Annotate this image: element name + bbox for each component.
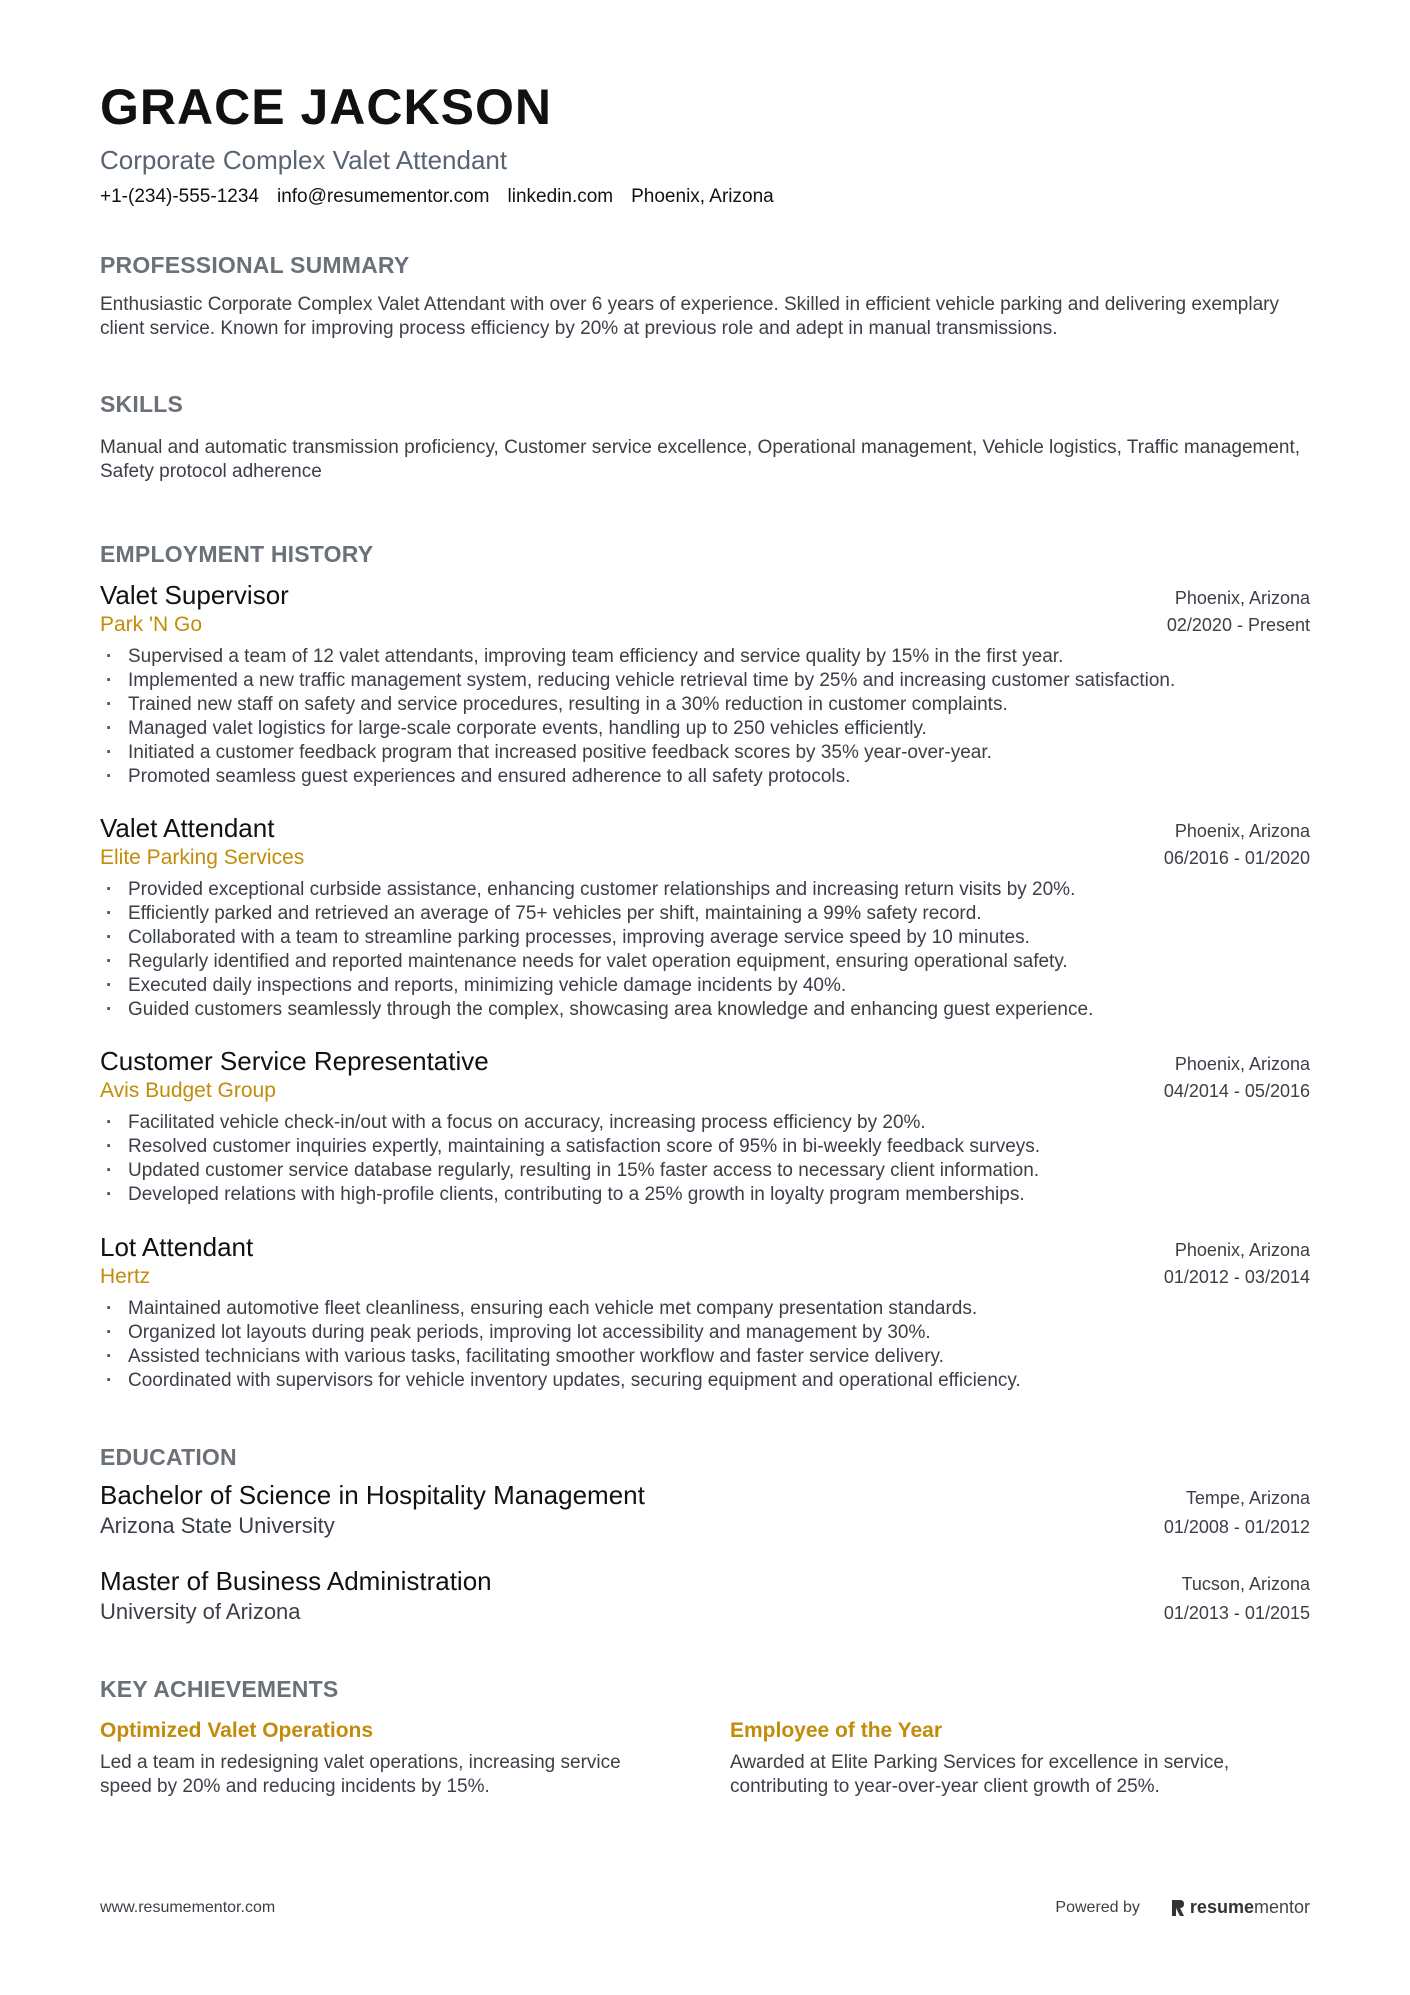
- job-title: Customer Service Representative: [100, 1046, 489, 1076]
- job-entry: [100, 580, 1310, 789]
- list-item: · Supervised a team of 12 valet attendants, improving team efficiency and service quality by 15% in the first year.: [100, 645, 1310, 669]
- list-item: · Initiated a customer feedback program that increased positive feedback scores by 35% year-over-year.: [100, 741, 1310, 765]
- education-dates: 01/2013 - 01/2015: [1163, 1603, 1310, 1623]
- job-location: Phoenix, Arizona: [1174, 588, 1310, 608]
- contact-email[interactable]: info@resumementor.com: [276, 186, 490, 207]
- job-dates: 01/2012 - 03/2014: [1163, 1267, 1310, 1287]
- job-title: Lot Attendant: [100, 1232, 254, 1262]
- list-item: · Trained new staff on safety and service procedures, resulting in a 30% reduction in customer complaints.: [100, 693, 1310, 717]
- brand-name-bold: resume: [1189, 1897, 1254, 1917]
- list-item: · Coordinated with supervisors for vehicle inventory updates, securing equipment and operational efficiency.: [100, 1369, 1310, 1393]
- achievements-grid: [100, 1719, 1310, 1799]
- list-item: · Regularly identified and reported maintenance needs for valet operation equipment, ensuring operational safety.: [100, 950, 1310, 974]
- achievement-title: Employee of the Year: [730, 1719, 943, 1742]
- list-item: · Updated customer service database regularly, resulting in 15% faster access to necessary client information.: [100, 1159, 1310, 1183]
- achievement-title: Optimized Valet Operations: [100, 1719, 374, 1742]
- job-location: Phoenix, Arizona: [1174, 821, 1310, 841]
- job-entry: [100, 1046, 1310, 1207]
- list-item: · Resolved customer inquiries expertly, maintaining a satisfaction score of 95% in bi-weekly feedback surveys.: [100, 1135, 1310, 1159]
- job-company: Avis Budget Group: [100, 1079, 276, 1102]
- employment-section: [100, 541, 1310, 568]
- achievement-item: [730, 1719, 1300, 1799]
- job-dates: 06/2016 - 01/2020: [1163, 848, 1310, 868]
- list-item: · Executed daily inspections and reports, minimizing vehicle damage incidents by 40%.: [100, 974, 1310, 998]
- page-footer: [100, 1897, 1310, 1918]
- section-heading: EMPLOYMENT HISTORY: [100, 541, 374, 567]
- job-company: Park 'N Go: [100, 613, 203, 636]
- job-title: Valet Supervisor: [100, 580, 289, 610]
- job-location: Phoenix, Arizona: [1174, 1240, 1310, 1260]
- resumementor-logo-icon: [1170, 1898, 1186, 1918]
- brand-name-light: mentor: [1253, 1897, 1310, 1917]
- achievements-section: [100, 1676, 1310, 1799]
- achievement-item: [100, 1719, 670, 1799]
- achievement-description: Led a team in redesigning valet operations, increasing service speed by 20% and reducing incidents by 15%.: [100, 1752, 621, 1797]
- job-bullets: [100, 645, 1310, 789]
- contact-linkedin[interactable]: linkedin.com: [507, 186, 614, 207]
- section-heading: KEY ACHIEVEMENTS: [100, 1676, 339, 1702]
- list-item: · Assisted technicians with various tasks, facilitating smoother workflow and faster service delivery.: [100, 1345, 1310, 1369]
- list-item: · Collaborated with a team to streamline parking processes, improving average service speed by 10 minutes.: [100, 926, 1310, 950]
- degree-title: Bachelor of Science in Hospitality Management: [100, 1480, 645, 1510]
- job-entry: [100, 813, 1310, 1022]
- job-title: Valet Attendant: [100, 813, 275, 843]
- list-item: · Guided customers seamlessly through the complex, showcasing area knowledge and enhancing guest experience.: [100, 998, 1310, 1022]
- candidate-name: GRACE JACKSON: [100, 79, 552, 135]
- education-location: Tucson, Arizona: [1181, 1574, 1310, 1594]
- powered-by-label: Powered by: [1055, 1898, 1140, 1916]
- footer-branding: [1055, 1897, 1310, 1918]
- summary-section: [100, 252, 1310, 341]
- list-item: · Developed relations with high-profile clients, contributing to a 25% growth in loyalty program memberships.: [100, 1183, 1310, 1207]
- brand-logo[interactable]: [1170, 1897, 1310, 1918]
- degree-title: Master of Business Administration: [100, 1566, 492, 1596]
- education-dates: 01/2008 - 01/2012: [1163, 1517, 1310, 1537]
- contact-phone: +1-(234)-555-1234: [100, 186, 259, 207]
- job-entry: [100, 1232, 1310, 1393]
- education-entry: [100, 1566, 1310, 1625]
- section-heading: EDUCATION: [100, 1444, 237, 1470]
- achievement-description: Awarded at Elite Parking Services for excellence in service, contributing to year-over-year client growth of 25%.: [730, 1752, 1230, 1797]
- job-bullets: [100, 878, 1310, 1022]
- education-location: Tempe, Arizona: [1185, 1488, 1310, 1508]
- summary-text: Enthusiastic Corporate Complex Valet Attendant with over 6 years of experience. Skilled in efficient vehicle parking and delivering exemplary client service. Known for improving process efficiency by 20% at previous role and adept in manual transmissions.: [100, 294, 1279, 339]
- list-item: · Maintained automotive fleet cleanliness, ensuring each vehicle met company presentation standards.: [100, 1297, 1310, 1321]
- contact-location: Phoenix, Arizona: [631, 186, 774, 207]
- list-item: · Organized lot layouts during peak periods, improving lot accessibility and management by 30%.: [100, 1321, 1310, 1345]
- list-item: · Promoted seamless guest experiences and ensured adherence to all safety protocols.: [100, 765, 1310, 789]
- job-dates: 04/2014 - 05/2016: [1163, 1081, 1310, 1101]
- list-item: · Implemented a new traffic management system, reducing vehicle retrieval time by 25% and increasing customer satisfaction.: [100, 669, 1310, 693]
- skills-text: Manual and automatic transmission proficiency, Customer service excellence, Operational management, Vehicle logistics, Traffic management, Safety protocol adherence: [100, 437, 1301, 482]
- list-item: · Facilitated vehicle check-in/out with a focus on accuracy, increasing process efficiency by 20%.: [100, 1111, 1310, 1135]
- education-section: [100, 1444, 1310, 1471]
- school-name: Arizona State University: [100, 1513, 335, 1538]
- job-location: Phoenix, Arizona: [1174, 1054, 1310, 1074]
- job-company: Hertz: [100, 1265, 151, 1288]
- list-item: · Provided exceptional curbside assistance, enhancing customer relationships and increasing return visits by 20%.: [100, 878, 1310, 902]
- job-bullets: [100, 1111, 1310, 1207]
- footer-url[interactable]: www.resumementor.com: [100, 1898, 276, 1916]
- candidate-title: Corporate Complex Valet Attendant: [100, 145, 508, 175]
- contact-line: [100, 186, 1310, 208]
- job-company: Elite Parking Services: [100, 846, 305, 869]
- resume-header: [100, 80, 1310, 208]
- skills-section: [100, 391, 1310, 484]
- list-item: · Managed valet logistics for large-scale corporate events, handling up to 250 vehicles efficiently.: [100, 717, 1310, 741]
- job-bullets: [100, 1297, 1310, 1393]
- section-heading: PROFESSIONAL SUMMARY: [100, 252, 410, 278]
- education-entry: [100, 1480, 1310, 1539]
- list-item: · Efficiently parked and retrieved an average of 75+ vehicles per shift, maintaining a 99% safety record.: [100, 902, 1310, 926]
- job-dates: 02/2020 - Present: [1166, 615, 1310, 635]
- section-heading: SKILLS: [100, 391, 183, 417]
- resume-page: [100, 79, 1310, 1797]
- school-name: University of Arizona: [100, 1599, 301, 1624]
